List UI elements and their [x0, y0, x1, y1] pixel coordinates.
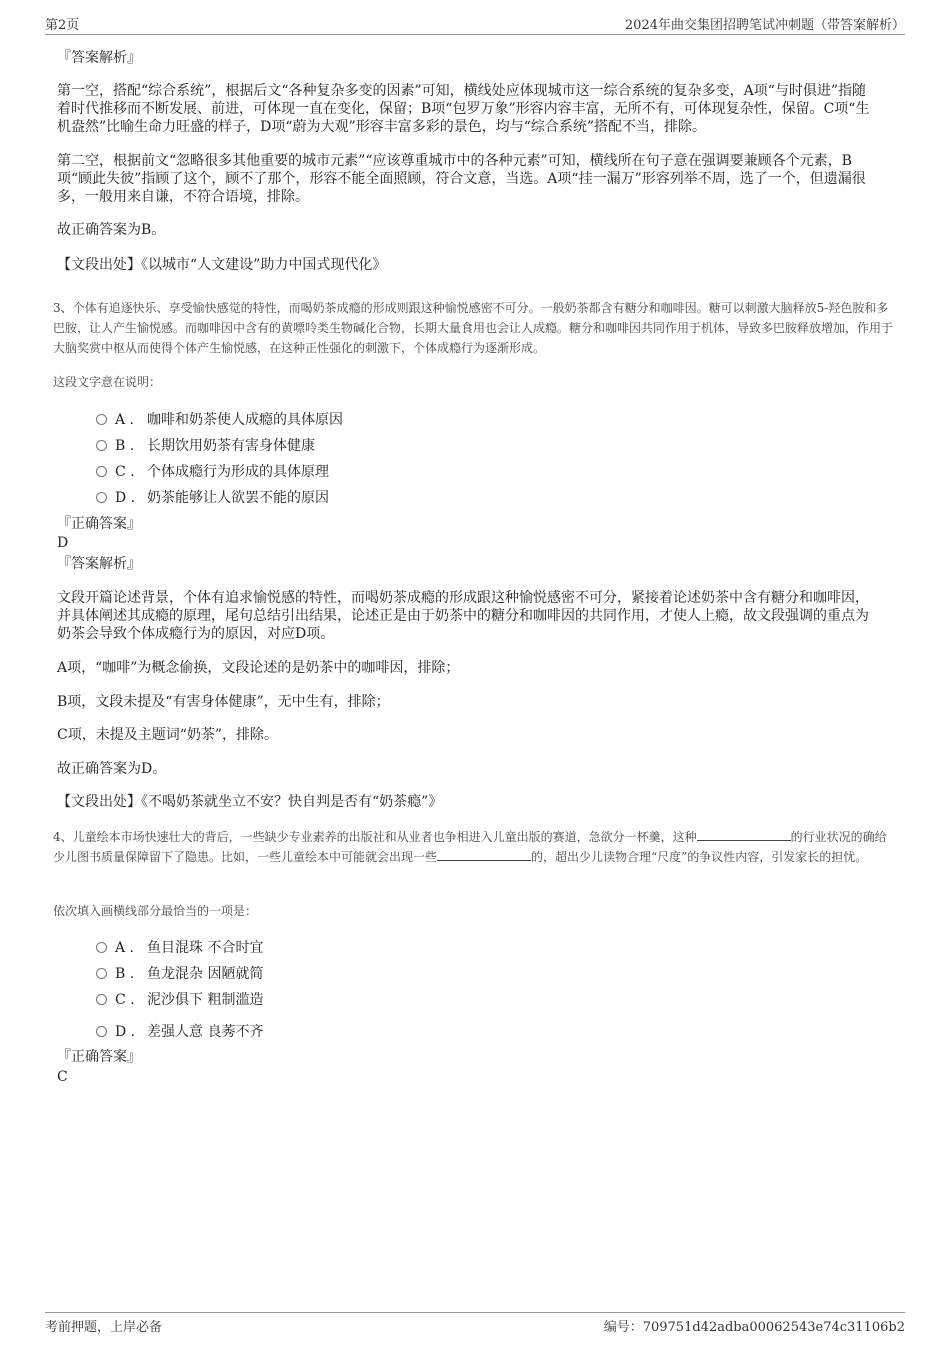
radio-icon[interactable]: [96, 414, 107, 425]
q4-answer: C: [57, 1069, 68, 1085]
q4-option-a[interactable]: A . 鱼目混珠 不合时宜: [96, 937, 263, 957]
radio-icon[interactable]: [96, 994, 107, 1005]
q2-conclusion: 故正确答案为B。: [57, 222, 166, 238]
q3-option-a[interactable]: A . 咖啡和奶茶使人成瘾的具体原因: [96, 409, 343, 429]
q3-stem: 3、个体有追逐快乐、享受愉快感觉的特性，而喝奶茶成瘾的形成则跟这种愉悦感密不可分。一般奶茶都含有糖分和咖啡因。糖可以刺激大脑释放5-羟色胺和多巴胺，让人产生愉悦感。而咖啡因中含有的黄嘌呤类生物碱化合物，长期大量食用也会让人成瘾。糖分和咖啡因共同作用于机体，导致多巴胺释放增加，作用于大脑奖赏中枢从而使得个体产生愉悦感，在这种正性强化的刺激下，个体成瘾行为逐渐形成。: [53, 301, 894, 355]
page-footer: [45, 1312, 905, 1335]
fill-blank-1: [697, 828, 791, 841]
radio-icon[interactable]: [96, 492, 107, 503]
q3-analysis-c: C项，未提及主题词“奶茶”，排除。: [57, 727, 279, 743]
q4-stem: 4、儿童绘本市场快速壮大的背后，一些缺少专业素养的出版社和从业者也争相进入儿童出版的赛道，急欲分一杯羹，这种 的行业状况的确给少儿图书质量保障留下了隐患。比如，一些儿童绘本中可能就会出现一些 的，超出少儿读物合理“尺度”的争议性内容，引发家长的担忧。: [53, 830, 887, 864]
page-header: [45, 14, 905, 35]
q3-conclusion: 故正确答案为D。: [57, 761, 167, 777]
footer-slogan: 考前押题，上岸必备: [45, 1320, 163, 1335]
q2-source: 【文段出处】《以城市“人文建设”助力中国式现代化》: [57, 257, 387, 273]
q3-analysis-b: B项，文段未提及“有害身体健康”，无中生有，排除；: [57, 694, 390, 710]
q3-answer: D: [57, 535, 69, 551]
radio-icon[interactable]: [96, 968, 107, 979]
q2-analysis-para1: 第一空，搭配“综合系统”，根据后文“各种复杂多变的因素”可知，横线处应体现城市这一综合系统的复杂多变，A项“与时俱进”指随着时代推移而不断发展、前进，可体现一直在变化，保留；B项“包罗万象”形容内容丰富，无所不有，可体现复杂性，保留。C项“生机盎然”比喻生命力旺盛的样子，D项“蔚为大观”形容丰富多彩的景色，均与“综合系统”搭配不当，排除。: [57, 83, 870, 135]
q3-option-d[interactable]: D . 奶茶能够让人欲罢不能的原因: [96, 487, 329, 507]
q4-option-b[interactable]: B . 鱼龙混杂 因陋就简: [96, 963, 263, 983]
document-title: 2024年曲交集团招聘笔试冲刺题（带答案解析）: [624, 18, 905, 33]
radio-icon[interactable]: [96, 466, 107, 477]
q2-analysis-label: 『答案解析』: [57, 50, 141, 66]
radio-icon[interactable]: [96, 942, 107, 953]
document-id: 编号：709751d42adba00062543e74c31106b2: [603, 1320, 905, 1335]
q4-option-c[interactable]: C . 泥沙俱下 粗制滥造: [96, 989, 263, 1009]
q3-analysis-para1: 文段开篇论述背景，个体有追求愉悦感的特性，而喝奶茶成瘾的形成跟这种愉悦感密不可分，紧接着论述奶茶中含有糖分和咖啡因，并具体阐述其成瘾的原理，尾句总结引出结果，论述正是由于奶茶中的糖分和咖啡因的共同作用，才使人上瘾，故文段强调的重点为奶茶会导致个体成瘾行为的原因，对应D项。: [57, 590, 869, 642]
radio-icon[interactable]: [96, 1026, 107, 1037]
fill-blank-2: [437, 848, 531, 861]
q3-analysis-a: A项，“咖啡”为概念偷换，文段论述的是奶茶中的咖啡因，排除；: [57, 660, 460, 676]
q3-prompt: 这段文字意在说明：: [53, 375, 162, 389]
q3-answer-label: 『正确答案』: [57, 516, 141, 532]
q3-option-c[interactable]: C . 个体成瘾行为形成的具体原理: [96, 461, 329, 481]
q2-analysis-para2: 第二空，根据前文“忽略很多其他重要的城市元素”“应该尊重城市中的各种元素”可知，横线所在句子意在强调要兼顾各个元素，B项“顾此失彼”指顾了这个，顾不了那个，形容不能全面照顾，符合文意，当选。A项“挂一漏万”形容列举不周，选了一个，但遗漏很多，一般用来自谦，不符合语境，排除。: [57, 153, 866, 205]
page-number: 第2页: [45, 18, 80, 33]
q4-option-d[interactable]: D . 差强人意 良莠不齐: [96, 1021, 263, 1041]
q3-option-b[interactable]: B . 长期饮用奶茶有害身体健康: [96, 435, 315, 455]
q3-analysis-label: 『答案解析』: [57, 556, 141, 572]
q3-source: 【文段出处】《不喝奶茶就坐立不安？快自判是否有“奶茶瘾”》: [57, 794, 443, 810]
radio-icon[interactable]: [96, 440, 107, 451]
q4-prompt: 依次填入画横线部分最恰当的一项是：: [53, 904, 258, 918]
q4-answer-label: 『正确答案』: [57, 1049, 141, 1065]
